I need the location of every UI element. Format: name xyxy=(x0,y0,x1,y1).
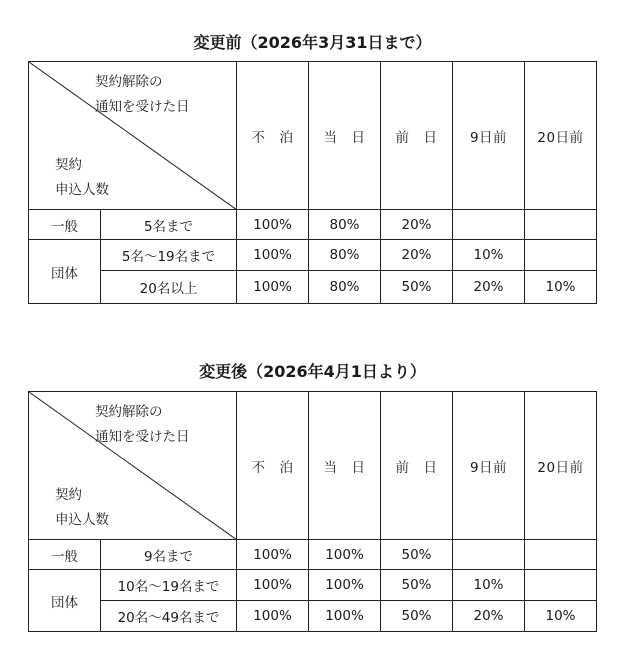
fee-previous-day: 50% xyxy=(381,271,453,304)
fee-20-days-before xyxy=(525,210,597,240)
fee-same-day: 100% xyxy=(309,601,381,632)
fee-previous-day: 20% xyxy=(381,210,453,240)
notice-date-label xyxy=(95,70,190,120)
party-size: 20名以上 xyxy=(101,271,237,304)
fee-9-days-before: 20% xyxy=(453,601,525,632)
fee-same-day: 80% xyxy=(309,210,381,240)
fee-previous-day: 50% xyxy=(381,601,453,632)
col-header-9-days-before: 9日前 xyxy=(453,62,525,210)
cancellation-fee-table-before xyxy=(28,61,597,304)
fee-9-days-before: 10% xyxy=(453,570,525,601)
col-header-same-day: 当 日 xyxy=(309,392,381,540)
notice-date-label-line1: 契約解除の xyxy=(95,74,163,90)
diagonal-header-cell xyxy=(29,62,237,210)
section-title-before: 変更前（2026年3月31日まで） xyxy=(193,33,432,52)
fee-no-show: 100% xyxy=(237,570,309,601)
fee-20-days-before xyxy=(525,240,597,271)
party-size-label-line1: 契約 xyxy=(55,157,82,173)
fee-no-show: 100% xyxy=(237,271,309,304)
col-header-no-show: 不 泊 xyxy=(237,62,309,210)
header-row xyxy=(29,392,597,540)
fee-9-days-before xyxy=(453,540,525,570)
fee-same-day: 80% xyxy=(309,240,381,271)
group-organization: 団体 xyxy=(29,240,101,304)
col-header-20-days-before: 20日前 xyxy=(525,392,597,540)
table-row xyxy=(29,271,597,304)
party-size-label-line2: 申込人数 xyxy=(55,182,109,198)
party-size-label-line1: 契約 xyxy=(55,487,82,503)
header-row xyxy=(29,62,597,210)
notice-date-label-line2: 通知を受けた日 xyxy=(95,429,190,445)
party-size: 5名まで xyxy=(101,210,237,240)
fee-9-days-before xyxy=(453,210,525,240)
fee-no-show: 100% xyxy=(237,240,309,271)
fee-20-days-before: 10% xyxy=(525,601,597,632)
section-title-after: 変更後（2026年4月1日より） xyxy=(199,362,426,381)
col-header-previous-day: 前 日 xyxy=(381,62,453,210)
notice-date-label xyxy=(95,400,190,450)
group-general: 一般 xyxy=(29,210,101,240)
fee-no-show: 100% xyxy=(237,601,309,632)
fee-same-day: 100% xyxy=(309,570,381,601)
fee-20-days-before: 10% xyxy=(525,271,597,304)
group-general: 一般 xyxy=(29,540,101,570)
fee-9-days-before: 20% xyxy=(453,271,525,304)
fee-same-day: 80% xyxy=(309,271,381,304)
fee-no-show: 100% xyxy=(237,540,309,570)
table-row xyxy=(29,540,597,570)
party-size-label-line2: 申込人数 xyxy=(55,512,109,528)
group-organization: 団体 xyxy=(29,570,101,632)
fee-20-days-before xyxy=(525,570,597,601)
party-size: 5名～19名まで xyxy=(101,240,237,271)
col-header-20-days-before: 20日前 xyxy=(525,62,597,210)
fee-20-days-before xyxy=(525,540,597,570)
fee-previous-day: 50% xyxy=(381,570,453,601)
table-row xyxy=(29,240,597,271)
fee-previous-day: 20% xyxy=(381,240,453,271)
party-size: 10名～19名まで xyxy=(101,570,237,601)
col-header-9-days-before: 9日前 xyxy=(453,392,525,540)
fee-previous-day: 50% xyxy=(381,540,453,570)
party-size: 9名まで xyxy=(101,540,237,570)
fee-9-days-before: 10% xyxy=(453,240,525,271)
col-header-no-show: 不 泊 xyxy=(237,392,309,540)
party-size: 20名～49名まで xyxy=(101,601,237,632)
col-header-previous-day: 前 日 xyxy=(381,392,453,540)
diagonal-header-cell xyxy=(29,392,237,540)
cancellation-fee-table-after xyxy=(28,391,597,632)
col-header-same-day: 当 日 xyxy=(309,62,381,210)
notice-date-label-line2: 通知を受けた日 xyxy=(95,99,190,115)
table-row xyxy=(29,210,597,240)
party-size-label xyxy=(55,153,109,203)
table-row xyxy=(29,601,597,632)
fee-same-day: 100% xyxy=(309,540,381,570)
table-row xyxy=(29,570,597,601)
notice-date-label-line1: 契約解除の xyxy=(95,404,163,420)
party-size-label xyxy=(55,483,109,533)
fee-no-show: 100% xyxy=(237,210,309,240)
